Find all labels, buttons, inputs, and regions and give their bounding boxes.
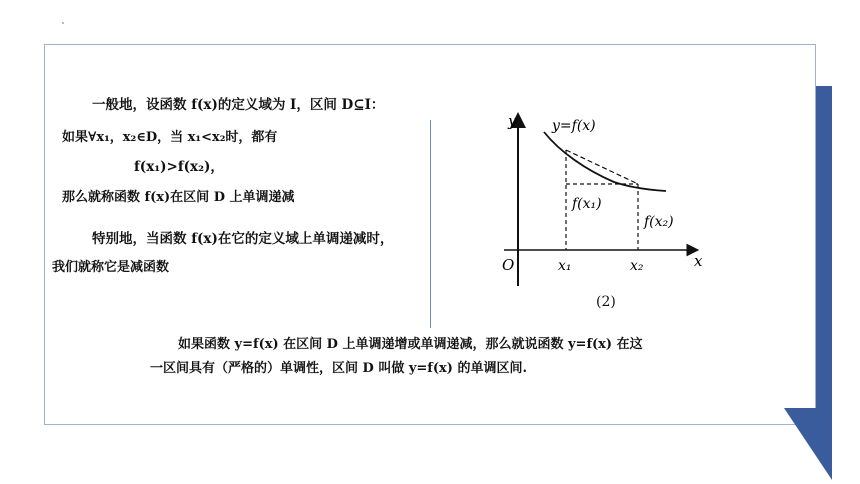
decorative-side-tab [816,86,832,408]
bottom-line-2: 一区间具有（严格的）单调性，区间 D 叫做 y=f(x) 的单调区间. [150,361,527,376]
fx2-label: f(x₂) [644,214,674,230]
definition-line-5: 特别地，当函数 f(x)在它的定义域上单调递减时， [92,231,394,247]
definition-line-1: 一般地，设函数 f(x)的定义域为 I，区间 D⊆I： [92,97,385,113]
x-axis-label: x [694,252,703,270]
y-axis-label: y [508,112,517,130]
bottom-line-1: 如果函数 y=f(x) 在区间 D 上单调递增或单调递减，那么就说函数 y=f(x) 在这 [178,337,643,352]
definition-line-3: f(x₁)>f(x₂)， [134,159,224,175]
origin-label: O [502,256,515,274]
fx1-label: f(x₁) [572,196,602,212]
secant-line [566,150,638,184]
column-divider [430,120,431,328]
decorative-triangle-bottom [784,408,832,480]
function-curve [544,132,666,191]
curve-label: y=f(x) [552,118,596,134]
definition-line-4: 那么就称函数 f(x)在区间 D 上单调递减 [62,190,295,205]
decreasing-function-graph [500,104,720,314]
definition-line-6: 我们就称它是减函数 [52,260,170,275]
definition-line-2: 如果∀x₁，x₂∈D，当 x₁<x₂时，都有 [62,130,278,145]
figure-caption: (2) [596,294,616,310]
x1-label: x₁ [558,258,572,274]
decorative-triangle-top [816,86,832,102]
corner-mark [62,22,64,24]
x2-label: x₂ [630,258,644,274]
